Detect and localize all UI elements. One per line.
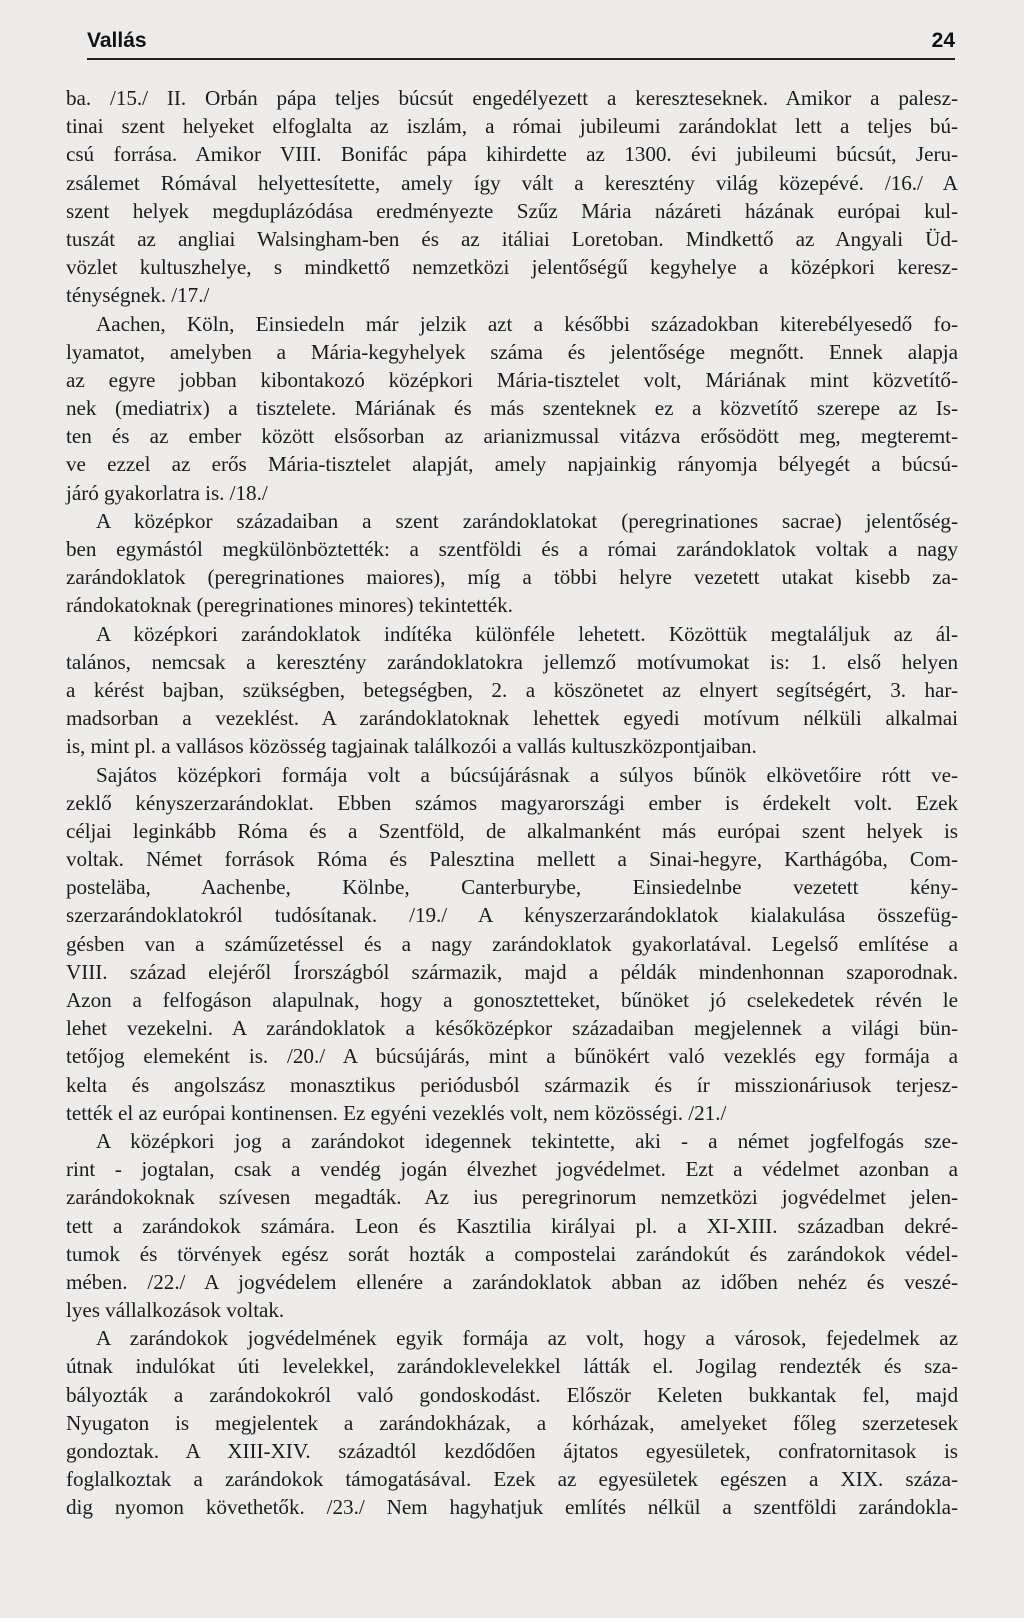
text-line: zeklő kényszerzarándoklat. Ebben számos magyarországi ember is érdekelt volt. Ezek [66,790,958,815]
text-line: csú forrása. Amikor VIII. Bonifác pápa kihirdette az 1300. évi jubileumi búcsút, Jeru- [66,142,958,167]
text-line: mében. /22./ A jogvédelem ellenére a zarándoklatok abban az időben nehéz és veszé- [66,1269,958,1294]
text-line: zarándokoknak szívesen megadták. Az ius peregrinorum nemzetközi jogvédelmet jelen- [66,1185,958,1210]
text-line: járó gyakorlatra is. /18./ [66,480,268,505]
text-line: útnak indulókat úti levelekkel, zarándoklevelekkel látták el. Jogilag rendezték és sza- [66,1354,958,1379]
text-line: lyes vállalkozások voltak. [66,1298,285,1323]
text-line: szerzarándoklatokról tudósítanak. /19./ A kényszerzarándoklatok kialakulása összefüg- [66,903,958,928]
text-line: lehet vezekelni. A zarándoklatok a későközépkor századaiban megjelennek a világi bün- [66,1016,958,1041]
text-line: Sajátos középkori formája volt a búcsújárásnak a súlyos bűnök elkövetőire rótt ve- [96,762,958,787]
text-line: kelta és angolszász monasztikus periódusból származik és ír misszionáriusok terjesz- [66,1072,958,1097]
text-line: tumok és törvények egész sorát hozták a compostelai zarándokút és zarándokok védel- [66,1241,958,1266]
body-text [66,84,958,1522]
header-rule [87,58,955,60]
running-header [87,28,955,62]
text-line: A zarándokok jogvédelmének egyik formája az volt, hogy a városok, fejedelmek az [96,1326,958,1351]
text-line: ben egymástól megkülönböztették: a szentföldi és a római zarándoklatok voltak a nagy [66,537,958,561]
text-line: madsorban a vezeklést. A zarándoklatoknak lehettek egyedi motívum nélküli alkalmai [66,706,958,731]
text-line: tetőjog elemeként is. /20./ A búcsújárás, mint a bűnökért való vezeklés egy formája a [66,1044,958,1069]
text-line: A középkori jog a zarándokot idegennek tekintette, aki - a német jogfelfogás sze- [96,1128,958,1153]
text-line: Aachen, Köln, Einsiedeln már jelzik azt a későbbi századokban kiterebélyesedő fo- [96,311,958,336]
text-line: zarándoklatok (peregrinationes maiores), míg a többi helyre vezetett utakat kisebb za- [66,565,958,590]
text-line: ten és az ember között elsősorban az arianizmussal vitázva erősödött meg, megteremt- [66,424,958,449]
text-line: az egyre jobban kibontakozó középkori Mária-tisztelet volt, Máriának mint közvetítő- [66,367,958,392]
text-line: foglalkoztak a zarándokok támogatásával. Ezek az egyesületek egészen a XIX. száza- [66,1467,958,1492]
text-line: rándokatoknak (peregrinationes minores) tekintették. [66,593,513,618]
text-line: VIII. század elejéről Írországból származik, majd a példák mindenhonnan szaporodnak. [66,959,958,984]
text-line: a kérést bajban, szükségben, betegségben, 2. a köszönetet az elnyert segítségért, 3. har- [66,677,958,702]
text-line: tinai szent helyeket elfoglalta az iszlám, a római jubileumi zarándoklat lett a teljes bú- [66,114,958,139]
text-line: szent helyek megduplázódása eredményezte Szűz Mária názáreti házának európai kul- [66,198,958,223]
text-line: tették el az európai kontinensen. Ez egyéni vezeklés volt, nem közösségi. /21./ [66,1100,727,1125]
text-line: tuszát az angliai Walsingham-ben és az itáliai Loretoban. Mindkettő az Angyali Üd- [66,226,958,251]
text-line: ve ezzel az erős Mária-tisztelet alapját, amely napjainkig rányomja bélyegét a búcsú- [66,452,958,477]
text-line: rint - jogtalan, csak a vendég jogán élvezhet jogvédelmet. Ezt a védelmet azonban a [66,1157,958,1182]
text-line: vözlet kultuszhelye, s mindkettő nemzetközi jelentőségű kegyhelye a középkori keresz- [66,255,958,280]
text-line: ba. /15./ II. Orbán pápa teljes búcsút engedélyezett a kereszteseknek. Amikor a palesz- [66,86,958,110]
text-line: gondoztak. A XIII-XIV. századtól kezdődően ájtatos egyesületek, confratornitasok is [66,1439,958,1463]
page-number: 24 [931,29,955,52]
text-line: zsálemet Rómával helyettesítette, amely így vált a keresztény világ közepévé. /16./ A [66,170,958,195]
text-line: is, mint pl. a vallásos közösség tagjainak találkozói a vallás kultuszközpontjaiban. [66,734,757,759]
text-line: tett a zarándokok számára. Leon és Kasztilia királyai pl. a XI-XIII. században dekré- [66,1213,958,1238]
text-line: gésben van a száműzetéssel és a nagy zarándoklatok gyakorlatával. Legelső említése a [66,931,958,956]
text-line: céljai leginkább Róma és a Szentföld, de alkalmanként más európai szent helyek is [66,818,958,843]
text-line: dig nyomon követhetők. /23./ Nem hagyhatjuk említés nélkül a szentföldi zarándokla- [66,1495,958,1520]
text-line: Azon a felfogáson alapulnak, hogy a gonosztetteket, bűnöket jó cselekedetek révén le [66,988,958,1012]
text-line: bályozták a zarándokokról való gondoskodást. Először Keleten bukkantak fel, majd [66,1382,958,1407]
text-line: lyamatot, amelyben a Mária-kegyhelyek száma és jelentősége megnőtt. Ennek alapja [66,339,958,364]
text-line: Nyugaton is megjelentek a zarándokházak, a kórházak, amelyeket főleg szerzetesek [66,1410,958,1435]
text-line: ténységnek. /17./ [66,283,210,308]
running-title: Vallás [87,29,147,52]
text-line: A középkor századaiban a szent zarándoklatokat (peregrinationes sacrae) jelentőség- [96,508,958,533]
text-line: nek (mediatrix) a tisztelete. Máriának és más szenteknek ez a közvetítő szerepe az Is- [66,396,958,421]
text-line: voltak. Német források Róma és Palesztina mellett a Sinai-hegyre, Karthágóba, Com- [66,847,958,872]
text-line: A középkori zarándoklatok indítéka különféle lehetett. Közöttük megtaláljuk az ál- [96,621,958,646]
text-line: posteläba, Aachenbe, Kölnbe, Canterburybe, Einsiedelnbe vezetett kény- [66,875,958,900]
text-line: talános, nemcsak a keresztény zarándoklatokra jellemző motívumokat is: 1. első helyen [66,649,958,674]
